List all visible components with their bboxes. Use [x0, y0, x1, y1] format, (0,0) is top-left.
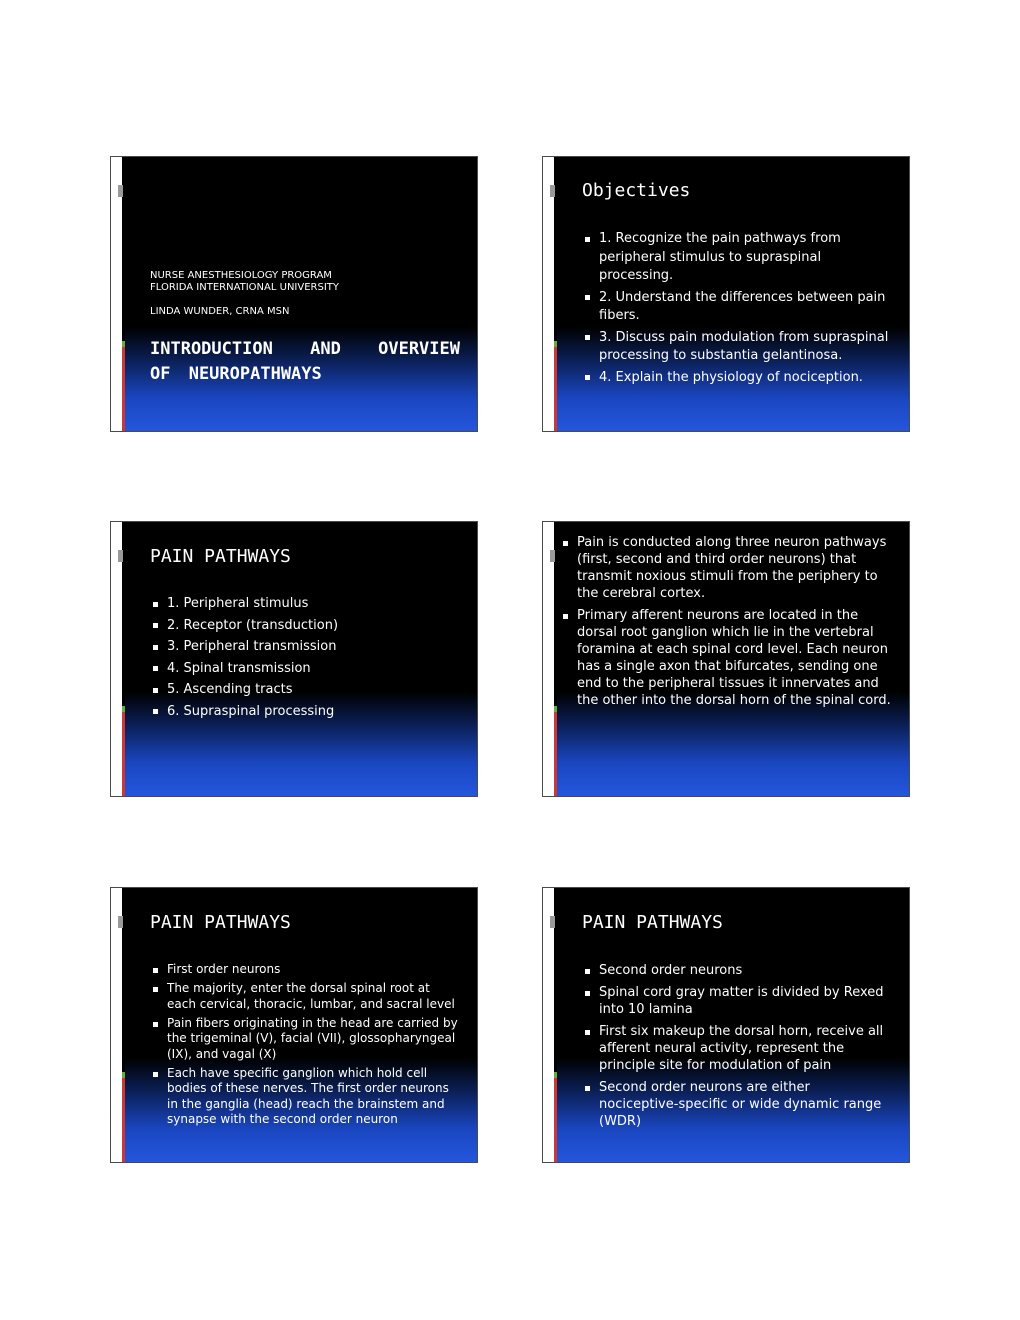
- bullet-list: [563, 534, 895, 714]
- program-line-2: FLORIDA INTERNATIONAL UNIVERSITY: [150, 282, 339, 293]
- bullet-item: Primary afferent neurons are located in the dorsal root ganglion which lie in the vertebral foramina at each spinal cord level. Each neuron has a single axon that bifurcates, sending one end to the peripheral tissues it innervates and the other into the dorsal horn of the spinal cord.: [563, 607, 895, 709]
- program-line-1: NURSE ANESTHESIOLOGY PROGRAM: [150, 270, 332, 281]
- bullet-list: [585, 962, 891, 1135]
- bullet-item: 6. Supraspinal processing: [153, 703, 459, 722]
- bullet-item: Pain is conducted along three neuron pathways (first, second and third order neurons) that transmit noxious stimuli from the periphery to the cerebral cortex.: [563, 534, 895, 602]
- slide-accent-bar: [111, 157, 125, 431]
- slide-title: PAIN PATHWAYS: [150, 546, 291, 567]
- bullet-list: [585, 230, 891, 390]
- bullet-item: 2. Receptor (transduction): [153, 617, 459, 636]
- bullet-item: Spinal cord gray matter is divided by Rexed into 10 lamina: [585, 984, 891, 1018]
- slide-title: Objectives: [582, 180, 691, 201]
- bullet-item: First order neurons: [153, 962, 459, 978]
- presentation-title: INTRODUCTION AND OVERVIEW OF NEUROPATHWAYS: [150, 339, 460, 384]
- slide-accent-bar: [111, 522, 125, 796]
- slide-accent-bar: [543, 157, 557, 431]
- bullet-item: 1. Peripheral stimulus: [153, 595, 459, 614]
- bullet-item: 2. Understand the differences between pain fibers.: [585, 289, 891, 326]
- bullet-item: Second order neurons are either nociceptive-specific or wide dynamic range (WDR): [585, 1079, 891, 1130]
- slide-accent-bar: [543, 888, 557, 1162]
- bullet-item: Second order neurons: [585, 962, 891, 979]
- slide-title: PAIN PATHWAYS: [582, 912, 723, 933]
- bullet-list: [153, 595, 459, 724]
- slide-neuron-pathways: [542, 521, 910, 797]
- bullet-item: 3. Peripheral transmission: [153, 638, 459, 657]
- bullet-item: Pain fibers originating in the head are carried by the trigeminal (V), facial (VII), glossopharyngeal (IX), and vagal (X): [153, 1016, 459, 1063]
- slide-accent-bar: [543, 522, 557, 796]
- slide-accent-bar: [111, 888, 125, 1162]
- slide-pain-pathways-list: [110, 521, 478, 797]
- slide-title: PAIN PATHWAYS: [150, 912, 291, 933]
- program-name: [150, 270, 339, 294]
- slide-title: [110, 156, 478, 432]
- bullet-item: 4. Spinal transmission: [153, 660, 459, 679]
- slide-first-order-neurons: [110, 887, 478, 1163]
- bullet-item: First six makeup the dorsal horn, receive all afferent neural activity, represent the principle site for modulation of pain: [585, 1023, 891, 1074]
- bullet-item: 5. Ascending tracts: [153, 681, 459, 700]
- bullet-item: The majority, enter the dorsal spinal root at each cervical, thoracic, lumbar, and sacral level: [153, 981, 459, 1012]
- slide-objectives: [542, 156, 910, 432]
- bullet-item: 3. Discuss pain modulation from supraspinal processing to substantia gelantinosa.: [585, 329, 891, 366]
- bullet-item: 1. Recognize the pain pathways from peripheral stimulus to supraspinal processing.: [585, 230, 891, 286]
- author-name: LINDA WUNDER, CRNA MSN: [150, 306, 290, 317]
- bullet-list: [153, 962, 459, 1131]
- bullet-item: Each have specific ganglion which hold cell bodies of these nerves. The first order neurons in the ganglia (head) reach the brainstem and synapse with the second order neuron: [153, 1066, 459, 1128]
- bullet-item: 4. Explain the physiology of nociception.: [585, 369, 891, 388]
- slide-second-order-neurons: [542, 887, 910, 1163]
